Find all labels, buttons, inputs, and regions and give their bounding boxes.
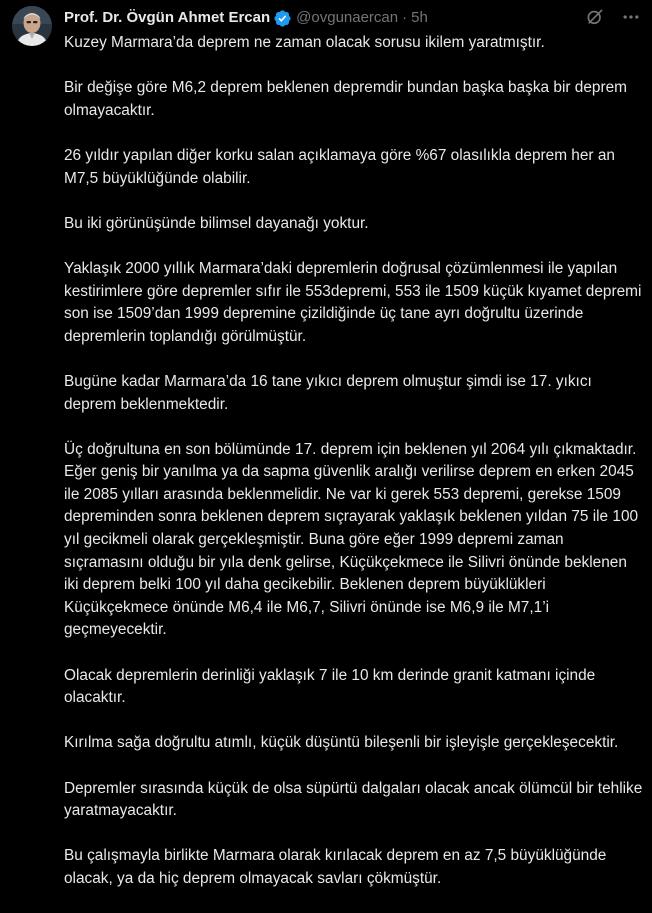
tweet-paragraph: Yaklaşık 2000 yıllık Marmara’daki depremlerin doğrusal çözümlenmesi ile yapılan kestirimlere göre depremler sıfır ile 553depremi, 553 ile 1509 küçük kıyamet depremi son ise 1509’dan 1999 depremine çizildiğinde üç tane ayrı doğrultu üzerinde depremlerin toplandığı görülmüştür.: [64, 259, 642, 345]
post-time[interactable]: 5h: [411, 9, 428, 26]
verified-badge-icon[interactable]: [273, 9, 292, 28]
tweet-paragraph: Bu çalışmayla birlikte Marmara olarak kırılacak deprem en az 7,5 büyüklüğünde olacak, ya da hiç deprem olmayacak savları çökmüştür.: [64, 847, 607, 887]
tweet-paragraph: Bu iki görünüşünde bilimsel dayanağı yoktur.: [64, 214, 369, 232]
tweet-actions: [584, 6, 642, 28]
author-handle[interactable]: @ovgunaercan: [296, 9, 399, 26]
profile-photo: [12, 6, 52, 46]
tweet-paragraph: 26 yıldır yapılan diğer korku salan açıklamaya göre %67 olasılıkla deprem her an M7,5 büyüklüğünde olabilir.: [64, 146, 615, 187]
grok-icon[interactable]: [584, 6, 606, 28]
separator-dot: ·: [402, 9, 408, 26]
more-options-icon[interactable]: [620, 6, 642, 28]
tweet-paragraph: Kuzey Marmara’da deprem ne zaman olacak sorusu ikilem yaratmıştır.: [64, 34, 545, 51]
tweet-paragraph: Depremler sırasında küçük de olsa süpürtü dalgaları olacak ancak ölümcül bir tehlike yaratmayacaktır.: [64, 779, 643, 820]
tweet-header: [64, 7, 428, 29]
avatar[interactable]: [12, 6, 52, 46]
tweet-paragraph: Bir değişe göre M6,2 deprem beklenen depremdir bundan başka başka bir deprem olmayacaktır.: [64, 79, 627, 119]
tweet-paragraph: Bugüne kadar Marmara’da 16 tane yıkıcı deprem olmuştur şimdi ise 17. yıkıcı deprem beklenmektedir.: [64, 372, 592, 413]
tweet-paragraph: Kırılma sağa doğrultu atımlı, küçük düşüntü bileşenli bir işleyişle gerçekleşecektir.: [64, 734, 619, 752]
tweet-text: [64, 32, 644, 913]
tweet-paragraph: Olacak depremlerin derinliği yaklaşık 7 ile 10 km derinde granit katmanı içinde olacaktır.: [64, 666, 596, 707]
tweet-paragraph: Üç doğrultuna en son bölümünde 17. deprem için beklenen yıl 2064 yılı çıkmaktadır. Eğer geniş bir yanılma ya da sapma güvenlik aralığı verilirse deprem en erken 2045 ile 2085 yılları arasında beklenmelidir. Ne var ki gerek 553 depremi, gerekse 1509 depreminden sonra beklenen deprem sıçrayarak yaklaşık beklenen yıldan 75 ile 100 yıl gecikmeli olarak gerçekleşmiştir. Buna göre eğer 1999 depremi zaman sıçramasını olduğu bir yıla denk gelirse, Küçükçekmece ile Silivri önünde beklenen iki deprem belki 100 yıl daha gecikebilir. Beklenen deprem büyüklükleri Küçükçekmece önünde M6,4 ile M6,7, Silivri önünde ise M6,9 ile M7,1’i geçmeyecektir.: [64, 440, 639, 639]
author-name[interactable]: Prof. Dr. Övgün Ahmet Ercan: [64, 9, 271, 26]
